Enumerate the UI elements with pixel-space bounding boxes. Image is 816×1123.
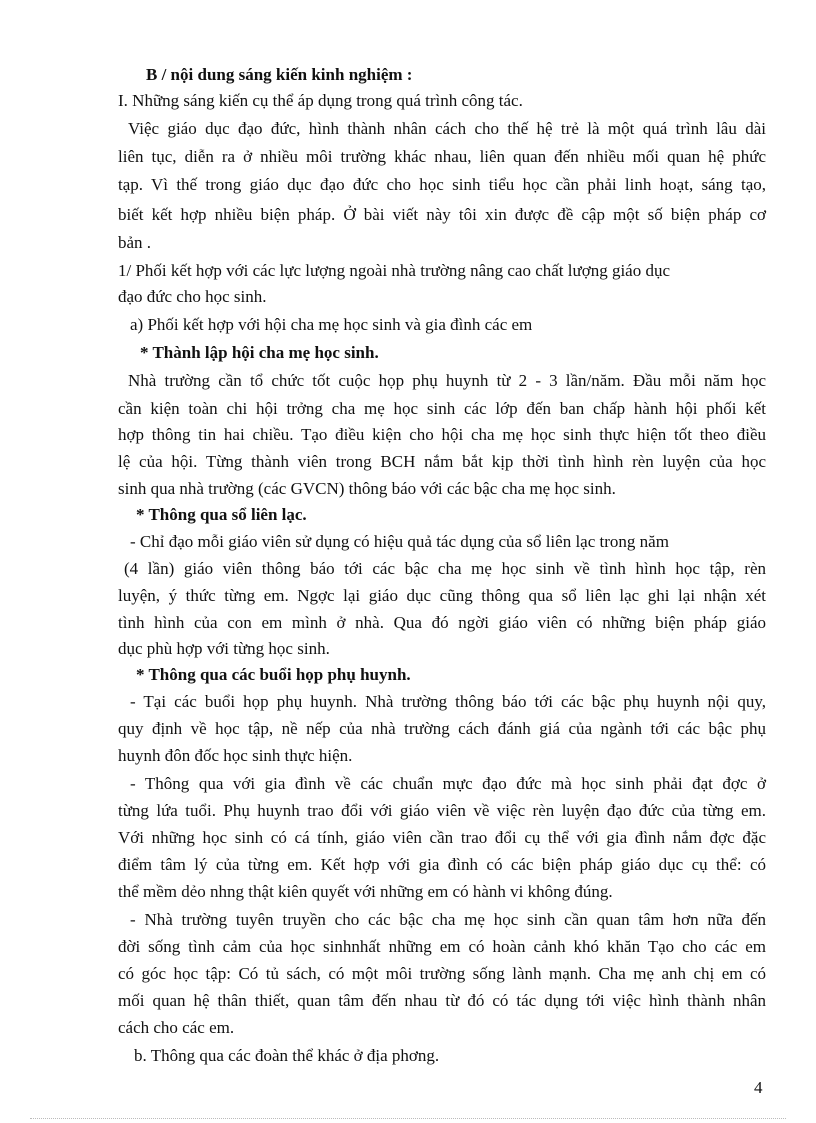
heading-so-lien-lac: * Thông qua sổ liên lạc. bbox=[136, 505, 307, 524]
heading-buoi-hop: * Thông qua các buổi họp phụ huynh. bbox=[136, 665, 411, 684]
so-lien-lac-line-1: - Chỉ đạo mỗi giáo viên sử dụng có hiệu quả tác dụng của sổ liên lạc trong năm bbox=[130, 532, 669, 551]
buoi-hop-2-line-3: Với những học sinh có cá tính, giáo viên cần trao đổi cụ thể với gia đình nắm đợc đặc bbox=[118, 828, 766, 847]
intro-line-3: tạp. Vì thế trong giáo dục đạo đức cho học sinh tiểu học cần phải linh hoạt, sáng tạo, bbox=[118, 175, 766, 194]
buoi-hop-1-line-3: huynh đôn đốc học sinh thực hiện. bbox=[118, 746, 353, 765]
item-1b: b. Thông qua các đoàn thể khác ở địa phơng. bbox=[134, 1046, 440, 1065]
so-lien-lac-line-5: dục phù hợp với từng học sinh. bbox=[118, 639, 330, 658]
buoi-hop-3-line-4: mối quan hệ thân thiết, quan tâm đến nhau từ đó có tác dụng tới việc hình thành nhân bbox=[118, 991, 766, 1010]
heading-thanh-lap-hoi: * Thành lập hội cha mẹ học sinh. bbox=[140, 343, 379, 362]
item-1-line-2: đạo đức cho học sinh. bbox=[118, 287, 267, 306]
hoi-cha-me-line-5: sinh qua nhà trường (các GVCN) thông báo với các bậc cha mẹ học sinh. bbox=[118, 479, 616, 498]
intro-line-5: bản . bbox=[118, 233, 152, 252]
section-heading: B / nội dung sáng kiến kinh nghiệm : bbox=[146, 65, 413, 84]
buoi-hop-3-line-2: đời sống tình cảm của học sinhnhất những em có hoàn cảnh khó khăn Tạo cho các em bbox=[118, 937, 766, 956]
page-bottom-divider bbox=[30, 1118, 786, 1119]
item-1a: a) Phối kết hợp với hội cha mẹ học sinh và gia đình các em bbox=[130, 315, 533, 334]
page-number: 4 bbox=[754, 1078, 763, 1097]
item-1-line-1: 1/ Phối kết hợp với các lực lượng ngoài nhà trường nâng cao chất lượng giáo dục bbox=[118, 261, 671, 280]
buoi-hop-2-line-5: thể mềm dẻo nhng thật kiên quyết với những em có hành vi không đúng. bbox=[118, 882, 613, 901]
intro-line-1: Việc giáo dục đạo đức, hình thành nhân cách cho thế hệ trẻ là một quá trình lâu dài bbox=[128, 119, 766, 138]
intro-line-2: liên tục, diễn ra ở nhiều môi trường khác nhau, liên quan đến nhiều mối quan hệ phức bbox=[118, 147, 766, 166]
intro-line-4: biết kết hợp nhiều biện pháp. Ở bài viết này tôi xin được đề cập một số biện pháp cơ bbox=[118, 205, 766, 224]
buoi-hop-2-line-4: điểm tâm lý của từng em. Kết hợp với gia đình có các biện pháp giáo dục cụ thể: có bbox=[118, 855, 766, 874]
buoi-hop-2-line-1: - Thông qua với gia đình về các chuẩn mực đạo đức mà học sinh phải đạt đợc ở bbox=[130, 774, 766, 793]
buoi-hop-1-line-1: - Tại các buổi họp phụ huynh. Nhà trường thông báo tới các bậc phụ huynh nội quy, bbox=[130, 692, 766, 711]
so-lien-lac-line-2: (4 lần) giáo viên thông báo tới các bậc cha mẹ học sinh về tình hình học tập, rèn bbox=[124, 559, 766, 578]
subheading-sang-kien: I. Những sáng kiến cụ thể áp dụng trong quá trình công tác. bbox=[118, 91, 523, 110]
buoi-hop-1-line-2: quy định về học tập, nề nếp của nhà trường cách đánh giá của ngành tới các bậc phụ bbox=[118, 719, 766, 738]
hoi-cha-me-line-4: lệ của hội. Từng thành viên trong BCH nắm bắt kịp thời tình hình rèn luyện của học bbox=[118, 452, 766, 471]
so-lien-lac-line-4: tình hình của con em mình ở nhà. Qua đó ngời giáo viên có những biện pháp giáo bbox=[118, 613, 766, 632]
hoi-cha-me-line-3: hợp thông tin hai chiều. Tạo điều kiện cho hội cha mẹ học sinh thực hiện tốt theo điều bbox=[118, 425, 766, 444]
hoi-cha-me-line-2: cần kiện toàn chi hội trởng cha mẹ học sinh các lớp đến ban chấp hành hội phối kết bbox=[118, 399, 766, 418]
buoi-hop-2-line-2: từng lứa tuổi. Phụ huynh trao đổi với giáo viên về việc rèn luyện đạo đức của từng em. bbox=[118, 801, 766, 820]
buoi-hop-3-line-1: - Nhà trường tuyên truyền cho các bậc cha mẹ học sinh cần quan tâm hơn nữa đến bbox=[130, 910, 766, 929]
hoi-cha-me-line-1: Nhà trường cần tổ chức tốt cuộc họp phụ huynh từ 2 - 3 lần/năm. Đầu mỗi năm học bbox=[128, 371, 766, 390]
buoi-hop-3-line-3: có góc học tập: Có tủ sách, có một môi trường sống lành mạnh. Cha mẹ anh chị em có bbox=[118, 964, 766, 983]
so-lien-lac-line-3: luyện, ý thức từng em. Ngợc lại giáo dục cũng thông qua sổ liên lạc ghi lại nhận xét bbox=[118, 586, 766, 605]
buoi-hop-3-line-5: cách cho các em. bbox=[118, 1018, 235, 1037]
